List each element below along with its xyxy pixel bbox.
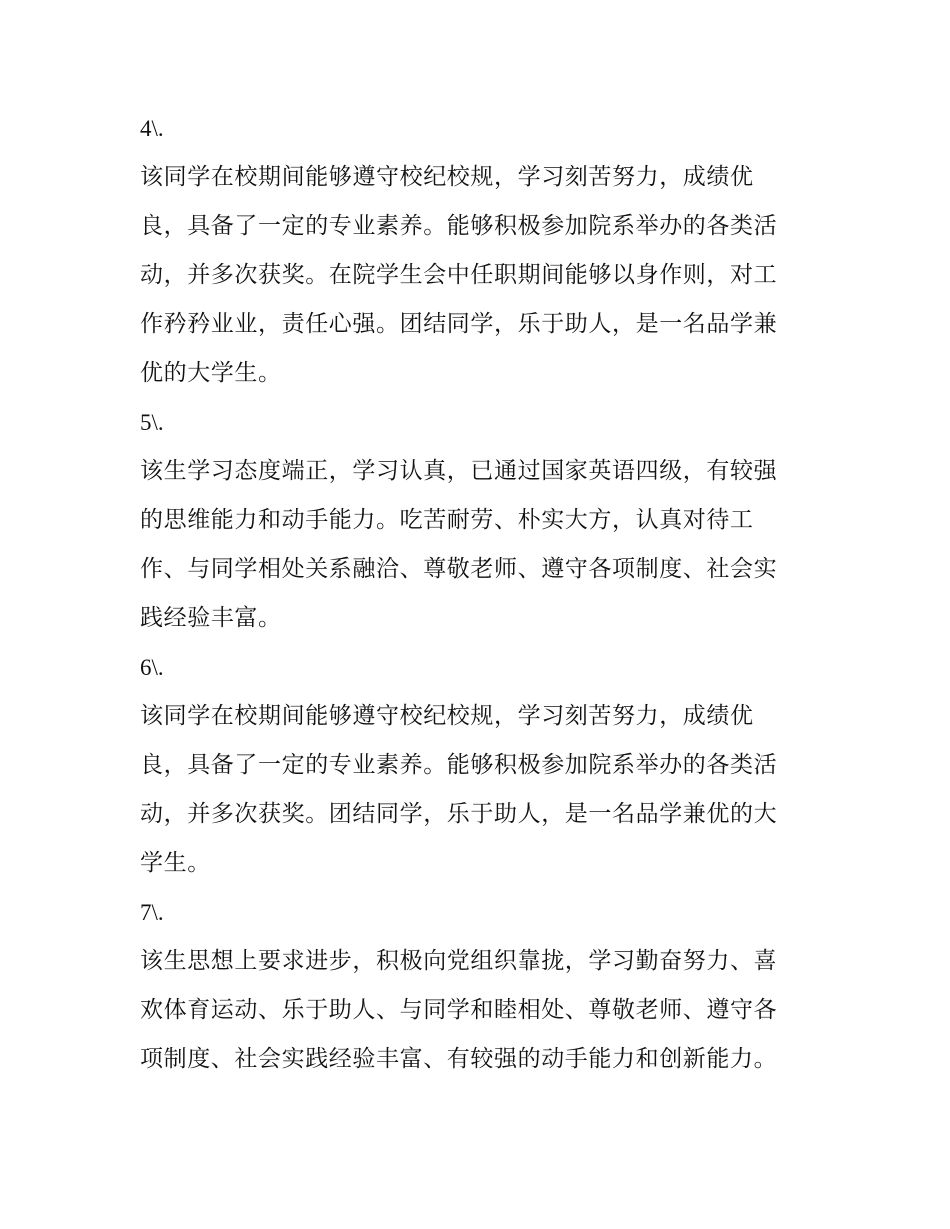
- entry-number: 7\.: [140, 900, 164, 925]
- paragraph-line: 学生。: [140, 850, 211, 876]
- entry-number: 6\.: [140, 655, 164, 680]
- paragraph-line: 优的大学生。: [140, 360, 282, 386]
- document-body: [140, 104, 820, 1084]
- paragraph-line: 该同学在校期间能够遵守校纪校规，学习刻苦努力，成绩优: [140, 164, 754, 190]
- paragraph-line: 动，并多次获奖。团结同学，乐于助人，是一名品学兼优的大: [140, 801, 778, 827]
- entry-7: [140, 888, 820, 1084]
- entry-6: [140, 643, 820, 888]
- paragraph-line: 的思维能力和动手能力。吃苦耐劳、朴实大方，认真对待工: [140, 507, 754, 533]
- paragraph-line: 该生思想上要求进步，积极向党组织靠拢，学习勤奋努力、喜: [140, 948, 778, 974]
- paragraph-line: 作矜矜业业，责任心强。团结同学，乐于助人，是一名品学兼: [140, 311, 778, 337]
- paragraph-line: 该同学在校期间能够遵守校纪校规，学习刻苦努力，成绩优: [140, 703, 754, 729]
- entry-number: 4\.: [140, 116, 164, 141]
- paragraph-line: 作、与同学相处关系融洽、尊敬老师、遵守各项制度、社会实: [140, 556, 778, 582]
- paragraph-line: 项制度、社会实践经验丰富、有较强的动手能力和创新能力。: [140, 1046, 778, 1072]
- paragraph-line: 良，具备了一定的专业素养。能够积极参加院系举办的各类活: [140, 752, 778, 778]
- paragraph-line: 欢体育运动、乐于助人、与同学和睦相处、尊敬老师、遵守各: [140, 997, 778, 1023]
- paragraph-line: 该生学习态度端正，学习认真，已通过国家英语四级，有较强: [140, 458, 778, 484]
- paragraph-line: 践经验丰富。: [140, 605, 282, 631]
- entry-4: [140, 104, 820, 398]
- paragraph-line: 动，并多次获奖。在院学生会中任职期间能够以身作则，对工: [140, 262, 778, 288]
- entry-number: 5\.: [140, 410, 164, 435]
- paragraph-line: 良，具备了一定的专业素养。能够积极参加院系举办的各类活: [140, 213, 778, 239]
- entry-5: [140, 398, 820, 643]
